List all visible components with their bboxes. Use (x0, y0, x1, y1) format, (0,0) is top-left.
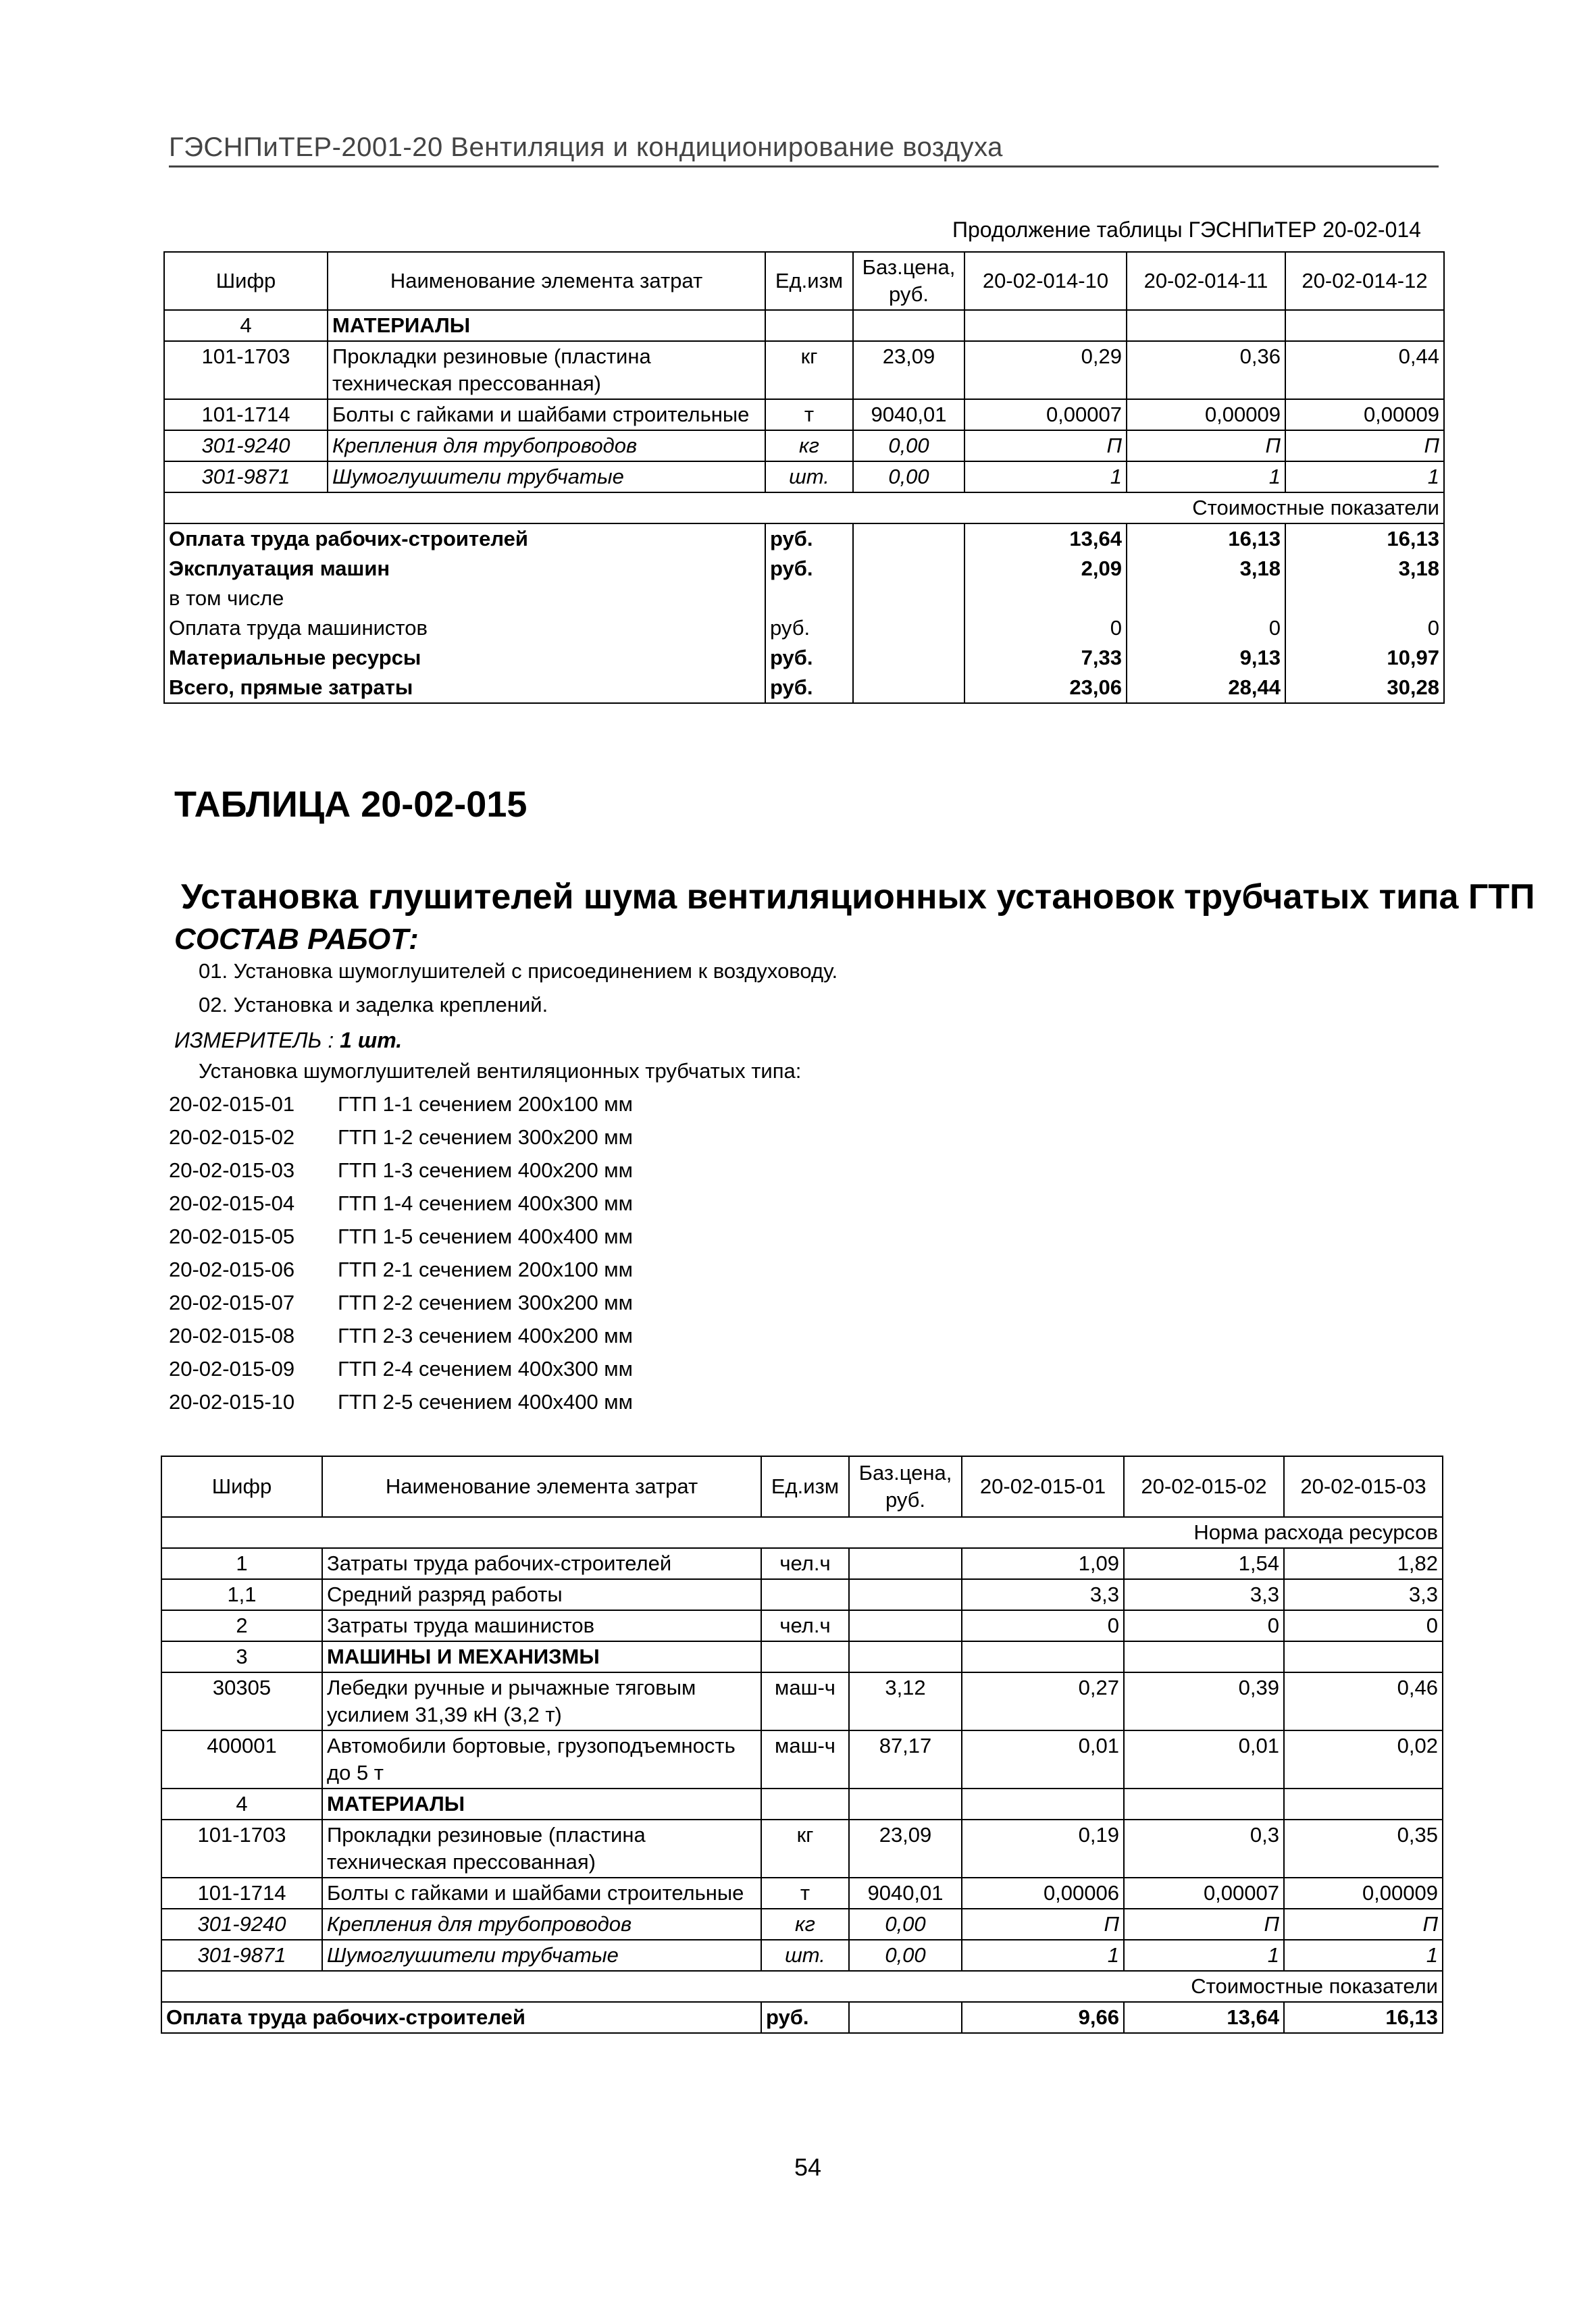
section-code: 4 (164, 310, 328, 341)
variant-desc: ГТП 1-3 сечением 400х200 мм (338, 1158, 633, 1182)
table-row (164, 461, 1444, 492)
cell-value: 1 (1124, 1940, 1284, 1971)
variant-desc: ГТП 1-5 сечением 400х400 мм (338, 1225, 633, 1248)
cell-value: 1 (964, 461, 1127, 492)
cell-unit: чел.ч (761, 1548, 849, 1579)
cell-name: Болты с гайками и шайбами строительные (322, 1878, 761, 1909)
variant-code: 20-02-015-01 (169, 1092, 295, 1116)
variant-code: 20-02-015-09 (169, 1357, 295, 1381)
cost-row (161, 2002, 1443, 2033)
cell-value: 0,00009 (1284, 1878, 1443, 1909)
cell-unit: кг (765, 341, 853, 399)
cell-name: Болты с гайками и шайбами строительные (328, 399, 765, 430)
cell-value: 0,46 (1284, 1672, 1443, 1730)
col-header: Баз.цена, руб. (853, 252, 964, 310)
cell-unit: маш-ч (761, 1730, 849, 1789)
cell-name: Прокладки резиновые (пластина техническая прессованная) (328, 341, 765, 399)
cell-value: 0,36 (1127, 341, 1285, 399)
cost-value: 16,13 (1127, 523, 1285, 554)
table-row (161, 1940, 1443, 1971)
cell-value: 1,09 (962, 1548, 1124, 1579)
cost-value: 16,13 (1285, 523, 1444, 554)
section-code: 3 (161, 1641, 322, 1672)
section-title: МАТЕРИАЛЫ (328, 310, 765, 341)
variant-code: 20-02-015-10 (169, 1390, 295, 1414)
cell-value: 0,02 (1284, 1730, 1443, 1789)
cell-code: 301-9871 (164, 461, 328, 492)
cost-caption: Стоимостные показатели (164, 492, 1444, 523)
cell-unit: т (761, 1878, 849, 1909)
cost-name: Оплата труда машинистов (164, 613, 765, 643)
cell-price: 9040,01 (849, 1878, 962, 1909)
cell-name: Прокладки резиновые (пластина техническая прессованная) (322, 1820, 761, 1878)
cell-value: П (1124, 1909, 1284, 1940)
cell-code: 30305 (161, 1672, 322, 1730)
col-header: 20-02-015-03 (1284, 1456, 1443, 1517)
cost-name: Эксплуатация машин (164, 554, 765, 584)
col-header: Ед.изм (761, 1456, 849, 1517)
cost-name: Оплата труда рабочих-строителей (164, 523, 765, 554)
variant-desc: ГТП 2-5 сечением 400х400 мм (338, 1390, 633, 1414)
cell-value: 0,00007 (1124, 1878, 1284, 1909)
cell-value: 0,27 (962, 1672, 1124, 1730)
variant-desc: ГТП 1-1 сечением 200х100 мм (338, 1092, 633, 1116)
cost-row (164, 523, 1444, 554)
cell-price: 23,09 (849, 1820, 962, 1878)
col-header: Наименование элемента затрат (328, 252, 765, 310)
cell-value: 1,54 (1124, 1548, 1284, 1579)
table-row (164, 341, 1444, 399)
table-row (161, 1610, 1443, 1641)
cell-value: 0,39 (1124, 1672, 1284, 1730)
cost-unit: руб. (765, 554, 853, 584)
col-header: Шифр (164, 252, 328, 310)
operation-item: 01. Установка шумоглушителей с присоединением к воздуховоду. (199, 959, 838, 983)
table-title: Установка глушителей шума вентиляционных установок трубчатых типа ГТП (181, 877, 1535, 917)
cell-price (849, 1579, 962, 1610)
cell-value: 0 (1284, 1610, 1443, 1641)
sostav-label: СОСТАВ РАБОТ: (174, 923, 419, 956)
cell-code: 1 (161, 1548, 322, 1579)
caption-row (161, 1517, 1443, 1548)
col-header: 20-02-014-11 (1127, 252, 1285, 310)
izmeritel-label: ИЗМЕРИТЕЛЬ : (174, 1028, 334, 1052)
section-title: МАШИНЫ И МЕХАНИЗМЫ (322, 1641, 761, 1672)
section-row (161, 1641, 1443, 1672)
cost-caption: Стоимостные показатели (161, 1971, 1443, 2002)
cell-unit: кг (761, 1909, 849, 1940)
norm-caption: Норма расхода ресурсов (161, 1517, 1443, 1548)
cell-code: 101-1703 (161, 1820, 322, 1878)
cost-value: 0 (964, 613, 1127, 643)
variant-desc: ГТП 1-2 сечением 300х200 мм (338, 1125, 633, 1149)
table-row (161, 1730, 1443, 1789)
variant-desc: ГТП 2-4 сечением 400х300 мм (338, 1357, 633, 1381)
cost-value: 30,28 (1285, 673, 1444, 703)
cell-value: П (1284, 1909, 1443, 1940)
cost-value: 13,64 (964, 523, 1127, 554)
cell-code: 1,1 (161, 1579, 322, 1610)
cell-value: 0,01 (1124, 1730, 1284, 1789)
cost-unit: руб. (765, 643, 853, 673)
section-code: 4 (161, 1789, 322, 1820)
table-20-02-014-continuation (163, 251, 1445, 704)
table-header-row (164, 252, 1444, 310)
cell-value: П (964, 430, 1127, 461)
cell-value: 3,3 (962, 1579, 1124, 1610)
variant-code: 20-02-015-03 (169, 1158, 295, 1182)
cell-name: Затраты труда машинистов (322, 1610, 761, 1641)
cell-code: 101-1703 (164, 341, 328, 399)
cell-name: Затраты труда рабочих-строителей (322, 1548, 761, 1579)
cost-value: 2,09 (964, 554, 1127, 584)
cell-code: 101-1714 (164, 399, 328, 430)
cell-value: 0,00007 (964, 399, 1127, 430)
section-row (164, 310, 1444, 341)
cell-code: 301-9240 (164, 430, 328, 461)
cost-name: Оплата труда рабочих-строителей (161, 2002, 761, 2033)
cell-value: П (1285, 430, 1444, 461)
cost-value: 9,13 (1127, 643, 1285, 673)
cell-unit: кг (761, 1820, 849, 1878)
variant-code: 20-02-015-08 (169, 1324, 295, 1347)
cell-value: 1 (1284, 1940, 1443, 1971)
cell-code: 101-1714 (161, 1878, 322, 1909)
cell-value: 0,19 (962, 1820, 1124, 1878)
col-header: 20-02-015-01 (962, 1456, 1124, 1517)
cell-price (849, 1610, 962, 1641)
cost-value: 7,33 (964, 643, 1127, 673)
cost-value: 28,44 (1127, 673, 1285, 703)
cell-name: Автомобили бортовые, грузоподъемность до 5 т (322, 1730, 761, 1789)
cell-value: 0,00009 (1127, 399, 1285, 430)
cost-unit: руб. (765, 673, 853, 703)
cell-value: 3,3 (1124, 1579, 1284, 1610)
cell-price (849, 1548, 962, 1579)
variant-code: 20-02-015-06 (169, 1258, 295, 1281)
table-header-row (161, 1456, 1443, 1517)
cell-code: 400001 (161, 1730, 322, 1789)
cost-row (164, 613, 1444, 643)
cost-unit: руб. (761, 2002, 849, 2033)
cell-code: 301-9240 (161, 1909, 322, 1940)
cell-unit: шт. (761, 1940, 849, 1971)
variant-code: 20-02-015-02 (169, 1125, 295, 1149)
cell-value: 0,35 (1284, 1820, 1443, 1878)
section-heading: ТАБЛИЦА 20-02-015 (174, 784, 527, 825)
variant-code: 20-02-015-05 (169, 1225, 295, 1248)
cell-unit: шт. (765, 461, 853, 492)
variants-intro: Установка шумоглушителей вентиляционных трубчатых типа: (199, 1059, 802, 1083)
cell-name: Средний разряд работы (322, 1579, 761, 1610)
cell-name: Лебедки ручные и рычажные тяговым усилием 31,39 кН (3,2 т) (322, 1672, 761, 1730)
cell-unit: чел.ч (761, 1610, 849, 1641)
cost-row (164, 554, 1444, 584)
operation-item: 02. Установка и заделка креплений. (199, 993, 548, 1017)
cell-name: Крепления для трубопроводов (328, 430, 765, 461)
cost-value: 0 (1127, 613, 1285, 643)
cost-value: 16,13 (1284, 2002, 1443, 2033)
cost-unit: руб. (765, 523, 853, 554)
col-header: 20-02-014-10 (964, 252, 1127, 310)
caption-row (164, 492, 1444, 523)
col-header: Баз.цена, руб. (849, 1456, 962, 1517)
izmeritel-line (174, 1028, 402, 1053)
cell-value: П (962, 1909, 1124, 1940)
col-header: Ед.изм (765, 252, 853, 310)
cost-value: 23,06 (964, 673, 1127, 703)
cost-value: 3,18 (1127, 554, 1285, 584)
cell-unit: кг (765, 430, 853, 461)
cost-value: 13,64 (1124, 2002, 1284, 2033)
variant-desc: ГТП 2-3 сечением 400х200 мм (338, 1324, 633, 1347)
cost-value: 10,97 (1285, 643, 1444, 673)
cell-price: 9040,01 (853, 399, 964, 430)
section-title: МАТЕРИАЛЫ (322, 1789, 761, 1820)
cell-price: 87,17 (849, 1730, 962, 1789)
cost-value: 3,18 (1285, 554, 1444, 584)
table-row (164, 399, 1444, 430)
variant-code: 20-02-015-04 (169, 1191, 295, 1215)
cell-value: 0 (962, 1610, 1124, 1641)
cell-value: 1 (1285, 461, 1444, 492)
variant-desc: ГТП 2-1 сечением 200х100 мм (338, 1258, 633, 1281)
cell-value: 1 (1127, 461, 1285, 492)
variant-desc: ГТП 2-2 сечением 300х200 мм (338, 1291, 633, 1314)
cell-unit: маш-ч (761, 1672, 849, 1730)
cell-name: Шумоглушители трубчатые (328, 461, 765, 492)
cell-code: 301-9871 (161, 1940, 322, 1971)
cell-name: Шумоглушители трубчатые (322, 1940, 761, 1971)
col-header: Шифр (161, 1456, 322, 1517)
variant-code: 20-02-015-07 (169, 1291, 295, 1314)
cell-price: 0,00 (849, 1940, 962, 1971)
table-20-02-015 (161, 1456, 1443, 2034)
cost-value: 9,66 (962, 2002, 1124, 2033)
cost-name: Всего, прямые затраты (164, 673, 765, 703)
cell-unit: т (765, 399, 853, 430)
cell-unit (761, 1579, 849, 1610)
cell-value: 0,00009 (1285, 399, 1444, 430)
cell-price: 0,00 (853, 461, 964, 492)
table-row (161, 1672, 1443, 1730)
col-header: Наименование элемента затрат (322, 1456, 761, 1517)
cost-value: 0 (1285, 613, 1444, 643)
cost-name: в том числе (164, 584, 765, 613)
table-row (161, 1548, 1443, 1579)
cell-price: 0,00 (853, 430, 964, 461)
col-header: 20-02-015-02 (1124, 1456, 1284, 1517)
cost-unit: руб. (765, 613, 853, 643)
cell-value: 0,00006 (962, 1878, 1124, 1909)
cell-price: 23,09 (853, 341, 964, 399)
col-header: 20-02-014-12 (1285, 252, 1444, 310)
cell-value: 0,3 (1124, 1820, 1284, 1878)
cell-value: 1 (962, 1940, 1124, 1971)
cell-value: 0,01 (962, 1730, 1124, 1789)
cost-row (164, 584, 1444, 613)
table-row (161, 1909, 1443, 1940)
table-row (161, 1579, 1443, 1610)
continuation-caption: Продолжение таблицы ГЭСНПиТЕР 20-02-014 (952, 217, 1421, 242)
section-row (161, 1789, 1443, 1820)
cell-value: П (1127, 430, 1285, 461)
cell-name: Крепления для трубопроводов (322, 1909, 761, 1940)
cell-value: 0,29 (964, 341, 1127, 399)
variant-desc: ГТП 1-4 сечением 400х300 мм (338, 1191, 633, 1215)
table-row (161, 1878, 1443, 1909)
caption-row (161, 1971, 1443, 2002)
cell-value: 0 (1124, 1610, 1284, 1641)
cell-price: 0,00 (849, 1909, 962, 1940)
cell-value: 3,3 (1284, 1579, 1443, 1610)
cell-value: 1,82 (1284, 1548, 1443, 1579)
cell-code: 2 (161, 1610, 322, 1641)
cell-price: 3,12 (849, 1672, 962, 1730)
cost-name: Материальные ресурсы (164, 643, 765, 673)
izmeritel-value: 1 шт. (340, 1028, 403, 1052)
page-number: 54 (794, 2153, 822, 2181)
table-row (161, 1820, 1443, 1878)
cell-value: 0,44 (1285, 341, 1444, 399)
cost-row (164, 643, 1444, 673)
running-header: ГЭСНПиТЕР-2001-20 Вентиляция и кондиционирование воздуха (169, 132, 1439, 168)
table-row (164, 430, 1444, 461)
cost-row (164, 673, 1444, 703)
